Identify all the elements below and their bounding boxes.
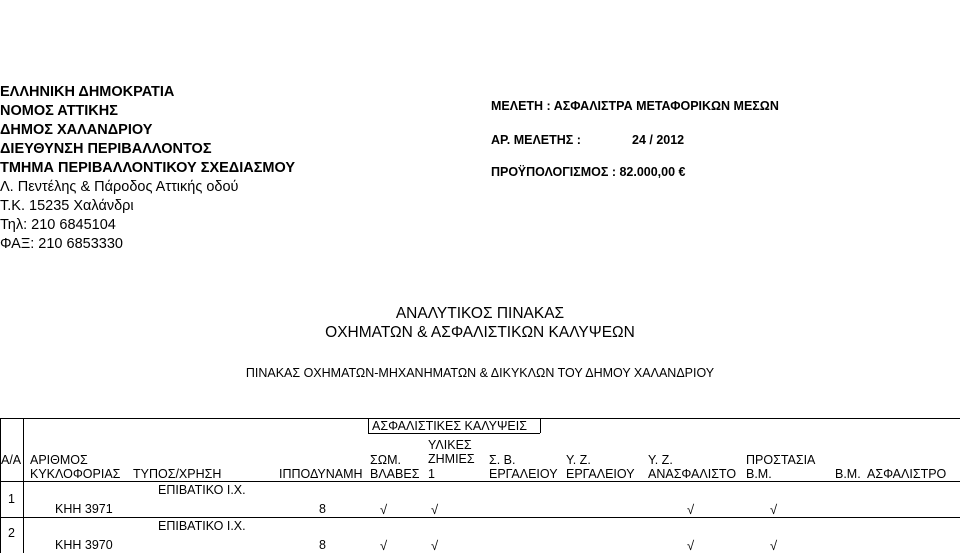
check-bodily-injury: √: [380, 502, 388, 517]
cell-plate: ΚΗΗ 3971: [55, 502, 113, 516]
col-header-bodily-injury: ΒΛΑΒΕΣ: [370, 467, 420, 481]
table-border-left: [0, 418, 1, 553]
check-material-damage: √: [431, 502, 439, 517]
col-header-material-damage: 1: [428, 467, 435, 481]
header-line-directorate: ΔΙΕΥΘΥΝΣΗ ΠΕΡΙΒΑΛΛΟΝΤΟΣ: [0, 141, 212, 157]
header-line-department: ΤΜΗΜΑ ΠΕΡΙΒΑΛΛΟΝΤΙΚΟΥ ΣΧΕΔΙΑΣΜΟΥ: [0, 160, 296, 176]
col-header-protection: Β.Μ.: [746, 467, 772, 481]
table-title-line1: ΑΝΑΛΥΤΙΚΟΣ ΠΙΝΑΚΑΣ: [395, 305, 565, 322]
col-header-premium: ΑΣΦΑΛΙΣΤΡΟ: [867, 467, 947, 481]
authority-header: [0, 83, 440, 254]
study-number-label: ΑΡ. ΜΕΛΕΤΗΣ :: [491, 133, 581, 147]
cell-aa: 2: [8, 526, 15, 540]
col-divider: [368, 418, 369, 433]
study-budget: ΠΡΟΫΠΟΛΟΓΙΣΜΟΣ : 82.000,00 €: [491, 165, 686, 179]
check-yz-uninsured: √: [687, 538, 695, 553]
cell-horsepower: 8: [319, 538, 326, 552]
col-header-bm: Β.Μ.: [835, 467, 861, 481]
table-title-line2: ΟΧΗΜΑΤΩΝ & ΑΣΦΑΛΙΣΤΙΚΩΝ ΚΑΛΥΨΕΩΝ: [325, 324, 635, 341]
col-header-type: ΤΥΠΟΣ/ΧΡΗΣΗ: [133, 467, 222, 481]
table-subtitle: ΠΙΝΑΚΑΣ ΟΧΗΜΑΤΩΝ-ΜΗΧΑΝΗΜΑΤΩΝ & ΔΙΚΥΚΛΩΝ ΤΟΥ ΔΗΜΟΥ ΧΑΛΑΝΔΡΙΟΥ: [245, 366, 715, 380]
header-line-prefecture: ΝΟΜΟΣ ΑΤΤΙΚΗΣ: [0, 103, 118, 119]
col-header-horsepower: ΙΠΠΟΔΥΝΑΜΗ: [279, 467, 363, 481]
header-line-postcode: Τ.Κ. 15235 Χαλάνδρι: [0, 198, 134, 214]
group-header-insurance-coverage: ΑΣΦΑΛΙΣΤΙΚΕΣ ΚΑΛΥΨΕΙΣ: [372, 419, 527, 433]
header-bottom-line: [0, 481, 960, 482]
cell-type: ΕΠΙΒΑΤΙΚΟ Ι.Χ.: [158, 519, 246, 533]
check-yz-uninsured: √: [687, 502, 695, 517]
study-title: ΜΕΛΕΤΗ : ΑΣΦΑΛΙΣΤΡΑ ΜΕΤΑΦΟΡΙΚΩΝ ΜΕΣΩΝ: [491, 99, 779, 113]
col-header-material-damage: ΥΛΙΚΕΣ: [428, 438, 472, 452]
col-header-bodily-injury: ΣΩΜ.: [370, 453, 401, 467]
col-header-plate: ΑΡΙΘΜΟΣ: [30, 453, 88, 467]
check-protection: √: [770, 538, 778, 553]
col-header-yz-tool: ΕΡΓΑΛΕΙΟΥ: [566, 467, 635, 481]
col-header-protection: ΠΡΟΣΤΑΣΙΑ: [746, 453, 816, 467]
col-divider: [540, 418, 541, 433]
vehicles-table: [0, 415, 960, 553]
col-header-material-damage: ΖΗΜΙΕΣ: [428, 452, 475, 466]
col-header-yz-uninsured: Υ. Ζ.: [648, 453, 673, 467]
check-material-damage: √: [431, 538, 439, 553]
col-divider: [23, 418, 24, 553]
check-bodily-injury: √: [380, 538, 388, 553]
study-number-row: [491, 133, 685, 147]
study-number-value: 24 / 2012: [632, 133, 685, 147]
cell-horsepower: 8: [319, 502, 326, 516]
row-separator: [0, 517, 960, 518]
header-line-municipality: ΔΗΜΟΣ ΧΑΛΑΝΔΡΙΟΥ: [0, 122, 153, 138]
col-header-aa: Α/Α: [1, 453, 22, 467]
cell-type: ΕΠΙΒΑΤΙΚΟ Ι.Χ.: [158, 483, 246, 497]
col-header-yz-tool: Υ. Ζ.: [566, 453, 591, 467]
header-line-country: ΕΛΛΗΝΙΚΗ ΔΗΜΟΚΡΑΤΙΑ: [0, 84, 175, 100]
header-line-phone: Τηλ: 210 6845104: [0, 217, 116, 233]
col-header-yz-uninsured: ΑΝΑΣΦΑΛΙΣΤΟ: [648, 467, 737, 481]
header-line-address: Λ. Πεντέλης & Πάροδος Αττικής οδού: [0, 179, 239, 195]
header-line-fax: ΦΑΞ: 210 6853330: [0, 236, 123, 252]
cell-plate: ΚΗΗ 3970: [55, 538, 113, 552]
col-header-plate: ΚΥΚΛΟΦΟΡΙΑΣ: [30, 467, 121, 481]
check-protection: √: [770, 502, 778, 517]
group-header-underline: [368, 433, 540, 434]
col-header-sb: ΕΡΓΑΛΕΙΟΥ: [489, 467, 558, 481]
col-header-sb: Σ. Β.: [489, 453, 516, 467]
cell-aa: 1: [8, 492, 15, 506]
